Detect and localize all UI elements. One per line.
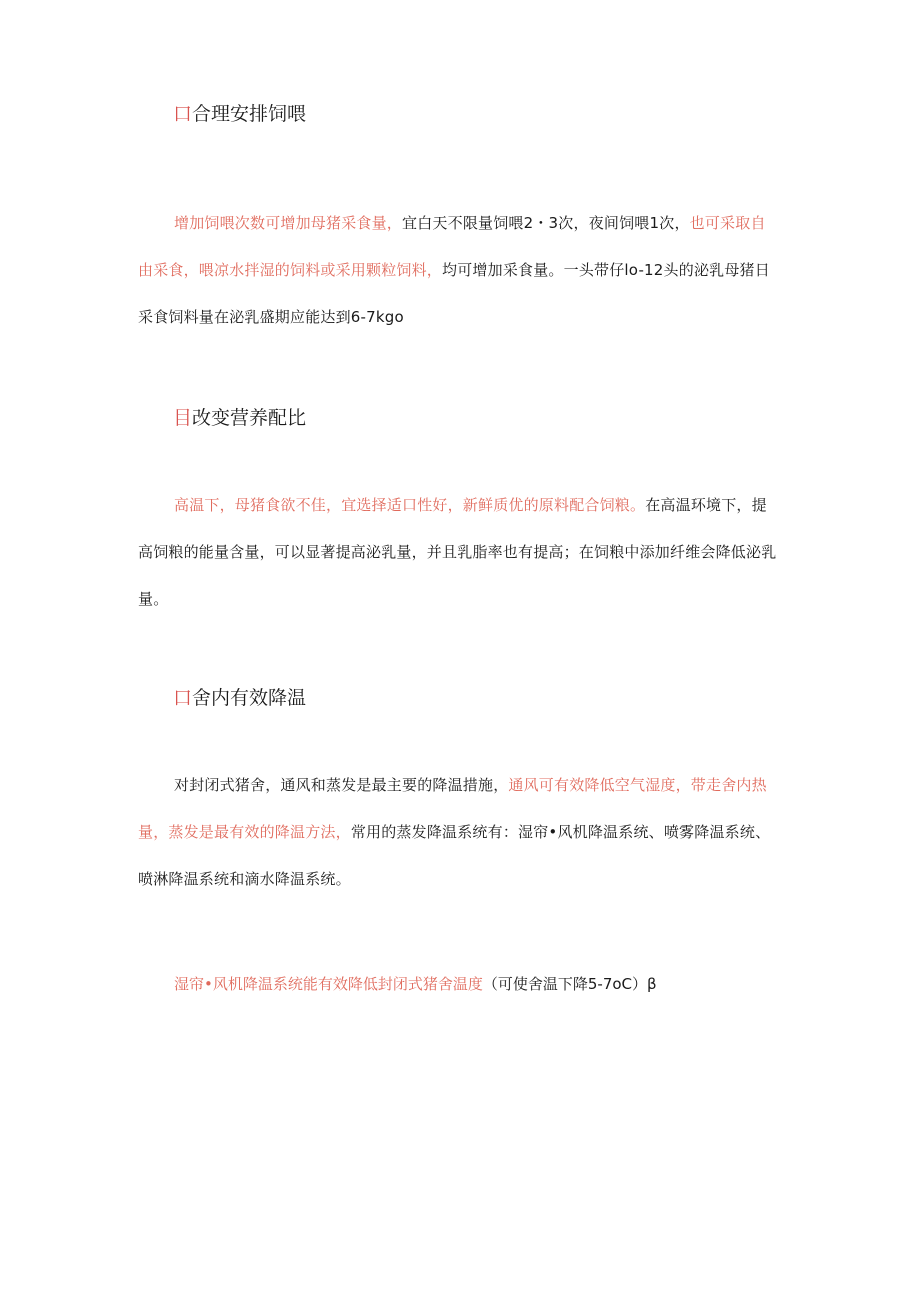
paragraph-wet-curtain <box>174 972 657 996</box>
body-text: 在高温环境下，提高饲粮的能量含量，可以显著提高泌乳量，并且乳脂率也有提高；在饲粮中添加纤维会降低泌乳量。 <box>138 496 777 608</box>
section-heading-cooling <box>173 686 306 710</box>
checkbox-marker-icon: 口 <box>173 687 193 709</box>
highlight-text: 高温下，母猪食欲不佳，宜选择适口性好，新鲜质优的原料配合饲粮。 <box>174 496 646 514</box>
body-text: 对封闭式猪舍，通风和蒸发是最主要的降温措施， <box>174 776 509 794</box>
highlight-text: 通风可有效降低空气湿度，带走舍内热量，蒸发是最有效的降温方法， <box>138 776 767 841</box>
body-text: 均可增加采食量。一头带仔lo-12头的泌乳母猪日采食饲料量在泌乳盛期应能达到6-7kgo <box>138 261 770 326</box>
heading-text: 舍内有效降温 <box>192 687 307 709</box>
list-marker-icon: 目 <box>173 407 193 429</box>
paragraph-feeding <box>138 200 778 341</box>
body-text: （可使舍温下降5-7oC）β <box>482 975 657 993</box>
highlight-text: 增加饲喂次数可增加母猪采食量， <box>174 214 403 232</box>
heading-text: 改变营养配比 <box>192 407 307 429</box>
checkbox-marker-icon: 口 <box>173 103 193 125</box>
paragraph-nutrition <box>138 482 778 623</box>
body-text: 宜白天不限量饲喂2・3次，夜间饲喂1次， <box>402 214 690 232</box>
highlight-text: 也可采取自由采食，喂凉水拌湿的饲料或采用颗粒饲料， <box>138 214 766 279</box>
body-text: 常用的蒸发降温系统有：湿帘•风机降温系统、喷雾降温系统、喷淋降温系统和滴水降温系统。 <box>138 823 771 888</box>
section-heading-nutrition <box>173 406 306 430</box>
highlight-text: 湿帘•风机降温系统能有效降低封闭式猪舍温度 <box>174 975 483 993</box>
section-heading-feeding <box>173 102 306 126</box>
heading-text: 合理安排饲喂 <box>192 103 307 125</box>
paragraph-cooling <box>138 762 778 903</box>
